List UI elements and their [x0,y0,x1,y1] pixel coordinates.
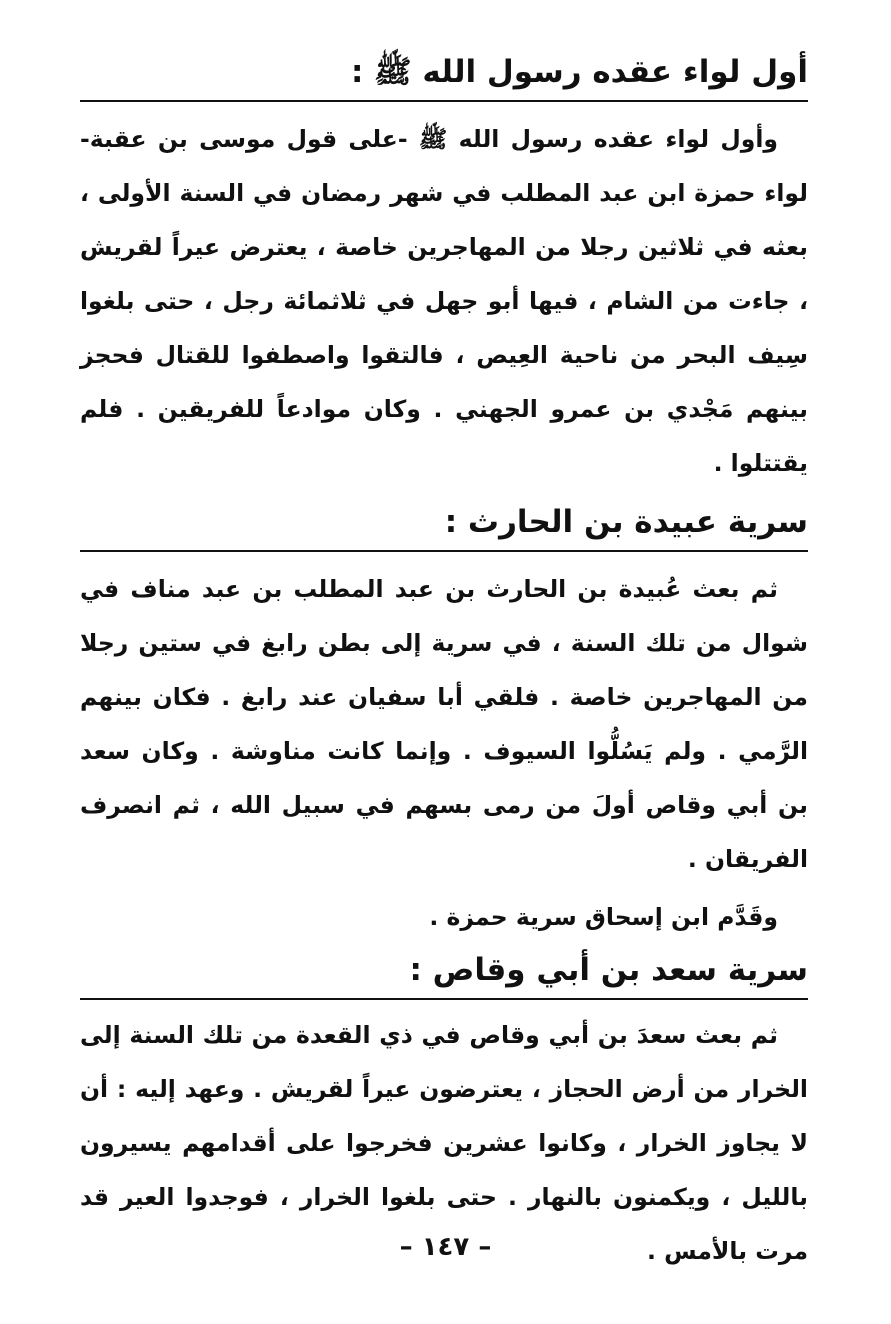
paragraph: ثم بعث سعدَ بن أبي وقاص في ذي القعدة من تلك السنة إلى الخرار من أرض الحجاز ، يعترضون عيراً لقريش . وعهد إليه : أن لا يجاوز الخرار ، وكانوا عشرين فخرجوا على أقدامهم يسيرون بالليل ، ويكمنون بالنهار . حتى بلغوا الخرار ، فوجدوا العير قد مرت بالأمس . [80,1021,808,1265]
section-ubaydah-raid [80,502,808,944]
section-first-banner [80,52,808,490]
section-body [80,112,808,490]
paragraph: وأول لواء عقده رسول الله ﷺ -على قول موسى بن عقبة- لواء حمزة ابن عبد المطلب في شهر رمضان في السنة الأولى ، بعثه في ثلاثين رجلا من المهاجرين خاصة ، يعترض عيراً لقريش ، جاءت من الشام ، فيها أبو جهل في ثلاثمائة رجل ، حتى بلغوا سِيف البحر من ناحية العِيص ، فالتقوا واصطفوا للقتال فحجز بينهم مَجْدي بن عمرو الجهني . وكان موادعاً للفريقين . فلم يقتتلوا . [80,125,808,477]
section-heading-rule [80,52,808,102]
section-heading-rule [80,502,808,552]
section-heading: أول لواء عقده رسول الله ﷺ : [350,54,808,90]
paragraph-note: وقَدَّم ابن إسحاق سرية حمزة . [429,903,778,931]
page-number: – ١٤٧ – [399,1232,492,1262]
section-heading-rule [80,950,808,1000]
paragraph: ثم بعث عُبيدة بن الحارث بن عبد المطلب بن عبد مناف في شوال من تلك السنة ، في سرية إلى بطن رابغ في ستين رجلا من المهاجرين خاصة . فلقي أبا سفيان عند رابغ . فكان بينهم الرَّمي . ولم يَسُلُّوا السيوف . وإنما كانت مناوشة . وكان سعد بن أبي وقاص أولَ من رمى بسهم في سبيل الله ، ثم انصرف الفريقان . [80,575,808,873]
section-heading: سرية عبيدة بن الحارث : [444,504,808,540]
section-body [80,562,808,944]
book-page [80,40,808,1290]
section-saad-raid [80,950,808,1278]
section-heading: سرية سعد بن أبي وقاص : [409,952,808,988]
